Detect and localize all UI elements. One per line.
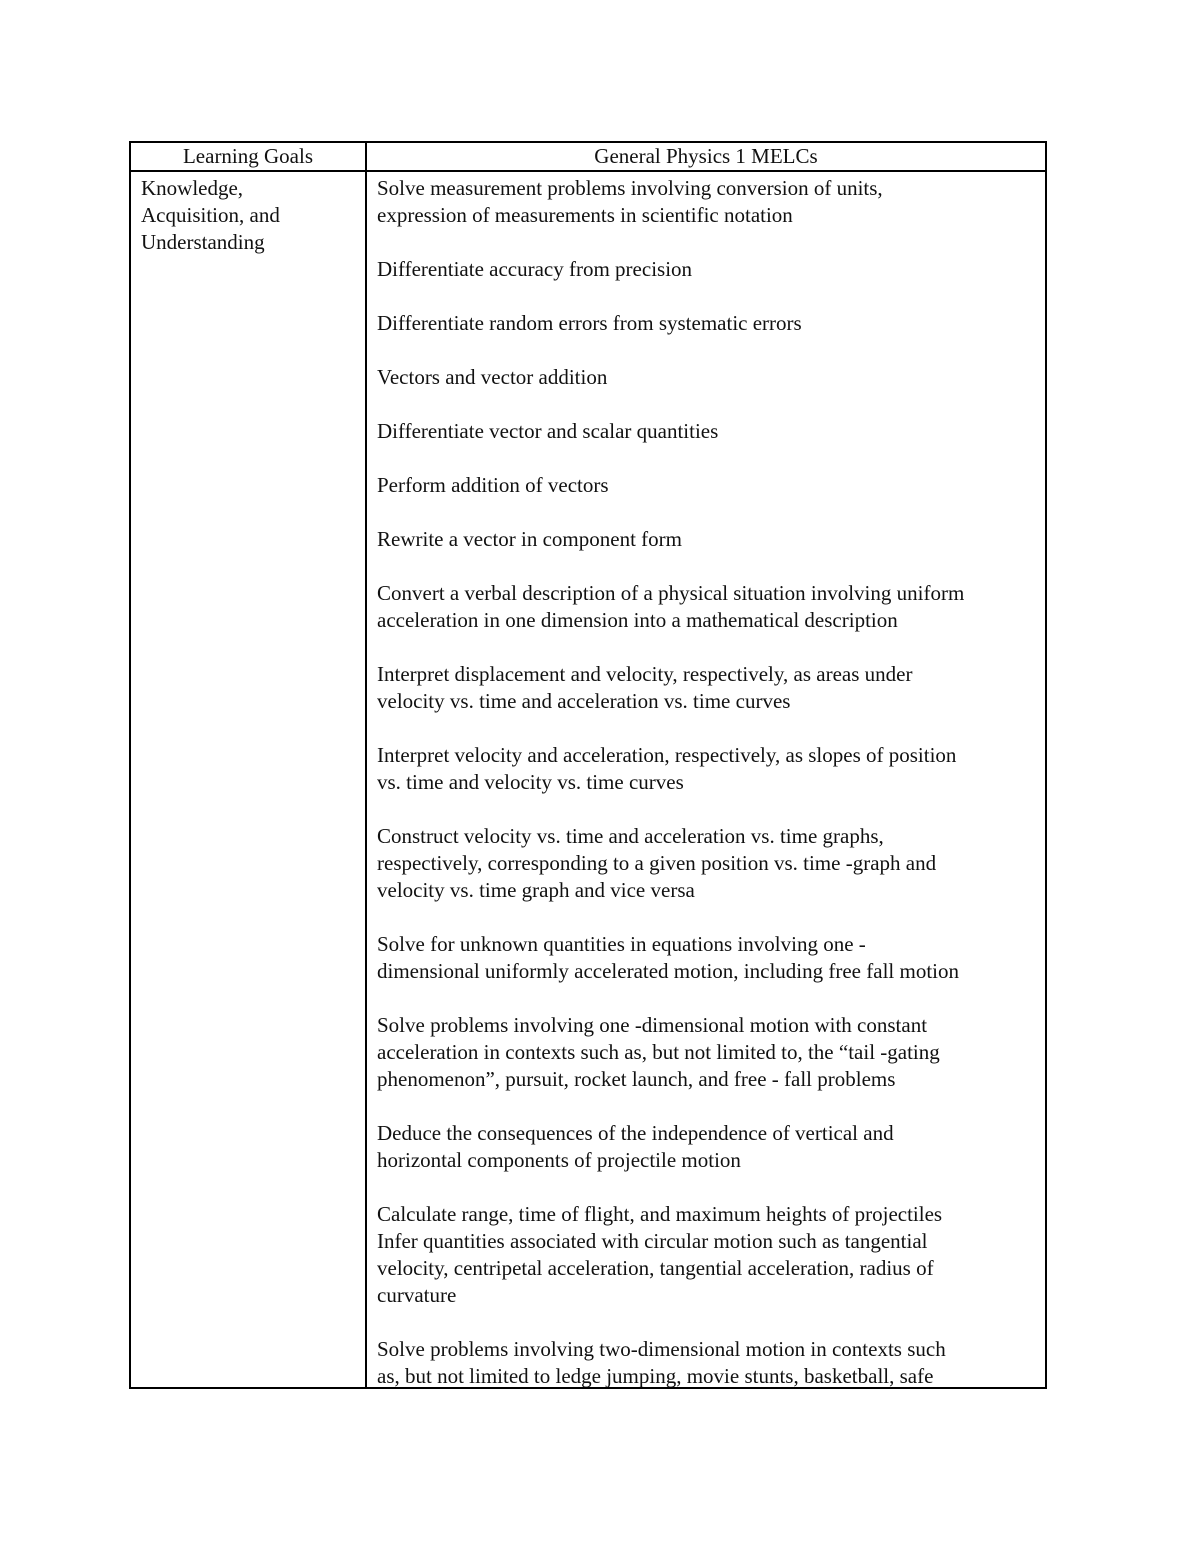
melc-text-line: phenomenon”, pursuit, rocket launch, and free - fall problems [377,1067,896,1091]
melc-text-line: horizontal components of projectile motion [377,1148,741,1172]
header-learning-goals: Learning Goals [131,143,367,172]
learning-goal-cell [131,172,367,1387]
melc-item [377,1201,1035,1309]
melc-item [377,526,1035,553]
melc-item [377,823,1035,904]
melc-text-line: velocity vs. time and acceleration vs. time curves [377,689,791,713]
melc-item [377,310,1035,337]
melc-text-line: Construct velocity vs. time and acceleration vs. time graphs, [377,824,884,848]
melc-text-line: Calculate range, time of flight, and maximum heights of projectiles [377,1202,943,1226]
melc-item [377,1120,1035,1174]
learning-goal-line: Acquisition, and [141,203,280,227]
melc-text-line: expression of measurements in scientific notation [377,203,793,227]
melc-text-line: Differentiate accuracy from precision [377,257,693,281]
melc-text-line: Interpret velocity and acceleration, respectively, as slopes of position [377,743,957,767]
melc-item [377,472,1035,499]
learning-goal-line: Knowledge, [141,176,244,200]
melc-table [129,141,1047,1389]
melc-text-line: velocity, centripetal acceleration, tangential acceleration, radius of [377,1256,934,1280]
melc-item [377,1336,1035,1387]
melc-text-line: Interpret displacement and velocity, respectively, as areas under [377,662,913,686]
melc-item [377,661,1035,715]
melc-text-line: vs. time and velocity vs. time curves [377,770,684,794]
melc-text-line: dimensional uniformly accelerated motion, including free fall motion [377,959,959,983]
melc-text-line: as, but not limited to ledge jumping, movie stunts, basketball, safe [377,1364,934,1387]
melc-text-line: Convert a verbal description of a physical situation involving uniform [377,581,965,605]
melc-text-line: Rewrite a vector in component form [377,527,682,551]
melc-item [377,931,1035,985]
melc-item [377,364,1035,391]
melc-text-line: Solve measurement problems involving conversion of units, [377,176,883,200]
melc-item [377,1012,1035,1093]
melc-text-line: curvature [377,1283,457,1307]
melc-text-line: respectively, corresponding to a given position vs. time -graph and [377,851,937,875]
melc-text-line: acceleration in contexts such as, but not limited to, the “tail -gating [377,1040,940,1064]
header-general-physics-melcs: General Physics 1 MELCs [367,143,1045,172]
melc-text-line: Vectors and vector addition [377,365,608,389]
melc-list-cell [367,172,1045,1387]
melc-item [377,256,1035,283]
melc-text-line: Deduce the consequences of the independence of vertical and [377,1121,894,1145]
melc-item [377,580,1035,634]
melc-text-line: Perform addition of vectors [377,473,609,497]
melc-text-line: Solve for unknown quantities in equations involving one - [377,932,866,956]
melc-text-line: Solve problems involving one -dimensional motion with constant [377,1013,928,1037]
learning-goal-line: Understanding [141,230,265,254]
melc-text-line: Differentiate vector and scalar quantities [377,419,719,443]
melc-text-line: Infer quantities associated with circular motion such as tangential [377,1229,928,1253]
melc-text-line: acceleration in one dimension into a mathematical description [377,608,898,632]
melc-text-line: Solve problems involving two-dimensional motion in contexts such [377,1337,946,1361]
melc-text-line: Differentiate random errors from systematic errors [377,311,802,335]
melc-item [377,418,1035,445]
melc-item [377,742,1035,796]
melc-text-line: velocity vs. time graph and vice versa [377,878,695,902]
melc-item [377,175,1035,229]
